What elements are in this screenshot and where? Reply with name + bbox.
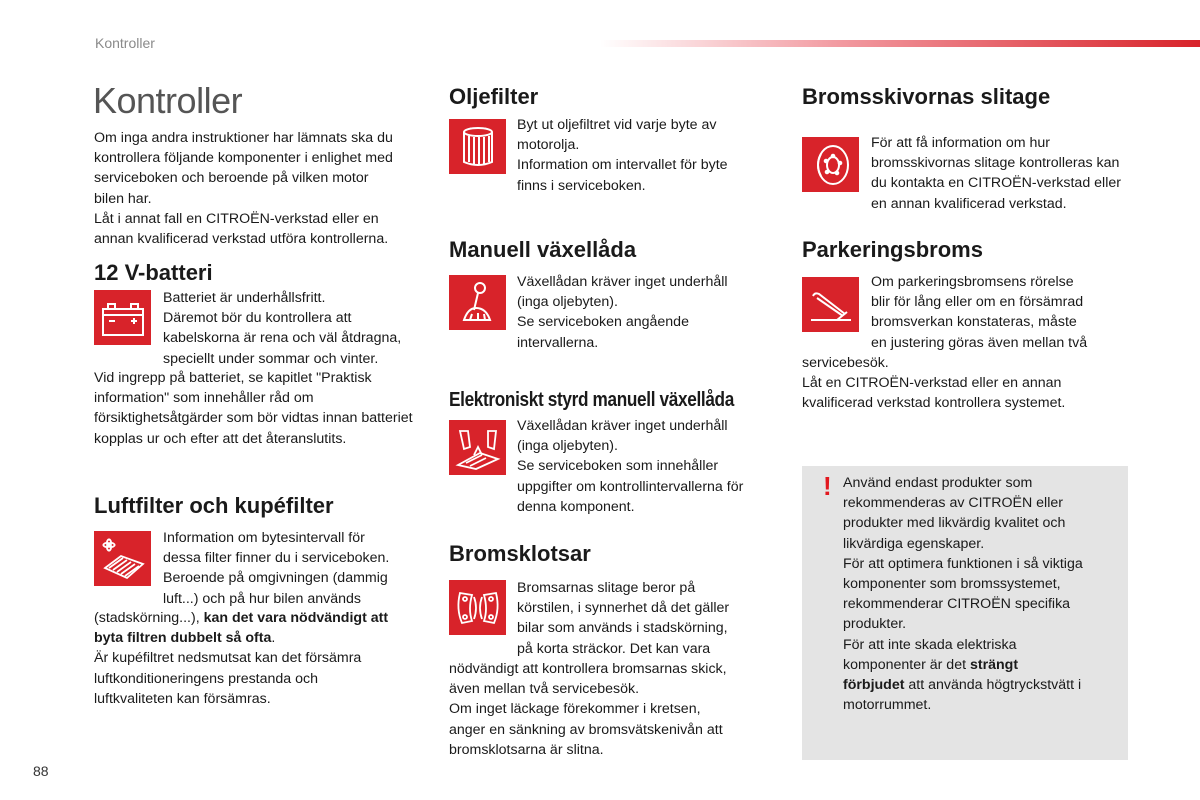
air-filter-text-cont: (stadskörning...), kan det vara nödvändigt att byta filtren dubbelt så ofta. Är kupéfiltret nedsmutsat kan det försämra luftkonditioneringens prestanda och luftkvaliteten kan försämras. xyxy=(94,610,389,707)
battery-heading: 12 V-batteri xyxy=(94,260,213,285)
oil-filter-text: Byt ut oljefiltret vid varje byte av motorolja. Information om intervallet för byte finns i serviceboken. xyxy=(517,117,728,194)
brake-disc-icon xyxy=(802,137,859,192)
electronic-gearbox-icon xyxy=(449,420,506,475)
electronic-gearbox-heading: Elektroniskt styrd manuell växellåda xyxy=(449,389,734,411)
brake-pads-icon xyxy=(449,580,506,635)
brake-disc-text: För att få information om hur bromsskivornas slitage kontrolleras kan du kontakta en CITROËN-verkstad eller en annan kvalificerad verkstad. xyxy=(871,135,1121,212)
air-filter-icon xyxy=(94,531,151,586)
page-title: Kontroller xyxy=(93,80,243,121)
header-accent-bar xyxy=(600,40,1200,47)
brake-pads-text-cont: nödvändigt att kontrollera bromsarnas skick, även mellan två servicebesök. Om inget läckage förekommer i kretsen, anger en sänkning av bromsvätskenivån att bromsklotsarna är slitna. xyxy=(449,661,727,758)
oil-filter-heading: Oljefilter xyxy=(449,84,539,109)
parking-brake-text: Om parkeringsbromsens rörelse blir för lång eller om en försämrad bromsverkan konstateras, måste en justering göras även mellan två xyxy=(871,274,1088,351)
battery-text: Batteriet är underhållsfritt. Däremot bör du kontrollera att kabelskorna är rena och väl åtdragna, speciellt under sommar och vinter. xyxy=(163,290,402,367)
note-text: Använd endast produkter som rekommenderas av CITROËN eller produkter med likvärdig kvalitet och likvärdiga egenskaper. För att optimera funktionen i så viktiga komponenter som bromssystemet, rekommenderar CITROËN specifika produkter. För att inte skada elektriska komponenter är det strängt förbjudet att använda högtryckstvätt i motorrummet. xyxy=(843,475,1083,714)
manual-gearbox-heading: Manuell växellåda xyxy=(449,237,637,262)
parking-brake-icon xyxy=(802,277,859,332)
oil-filter-icon xyxy=(449,119,506,174)
running-header: Kontroller xyxy=(95,35,155,51)
parking-brake-heading: Parkeringsbroms xyxy=(802,237,983,262)
warning-exclamation-icon: ! xyxy=(823,471,832,501)
parking-brake-text-cont: servicebesök. Låt en CITROËN-verkstad eller en annan kvalificerad verkstad kontrollera systemet. xyxy=(802,355,1066,412)
gear-lever-icon xyxy=(449,275,506,330)
electronic-gearbox-text: Växellådan kräver inget underhåll (inga oljebyten). Se serviceboken som innehåller uppgifter om kontrollintervallerna för denna komponent. xyxy=(517,418,744,515)
manual-gearbox-text: Växellådan kräver inget underhåll (inga oljebyten). Se serviceboken angående intervallerna. xyxy=(517,274,728,351)
battery-text-cont: Vid ingrepp på batteriet, se kapitlet "Praktisk information" som innehåller råd om försiktighetsåtgärder som bör vidtas innan batteriet kopplas ur och efter att det återanslutits. xyxy=(94,370,413,447)
brake-disc-heading: Bromsskivornas slitage xyxy=(802,84,1051,109)
brake-pads-text: Bromsarnas slitage beror på körstilen, i synnerhet då det gäller bilar som används i stadskörning, på korta sträckor. Det kan vara xyxy=(517,580,730,657)
page-number: 88 xyxy=(33,763,49,779)
air-filter-heading: Luftfilter och kupéfilter xyxy=(94,493,334,518)
brake-pads-heading: Bromsklotsar xyxy=(449,541,591,566)
battery-icon xyxy=(94,290,151,345)
air-filter-text: Information om bytesintervall för dessa filter finner du i serviceboken. Beroende på omgivningen (dammig luft...) och på hur bilen används xyxy=(163,530,390,607)
intro-text: Om inga andra instruktioner har lämnats ska du kontrollera följande komponenter i enlighet med serviceboken och beroende på vilken motor bilen har. Låt i annat fall en CITROËN-verkstad eller en annan kvalificerad verkstad utföra kontrollerna. xyxy=(94,130,393,248)
